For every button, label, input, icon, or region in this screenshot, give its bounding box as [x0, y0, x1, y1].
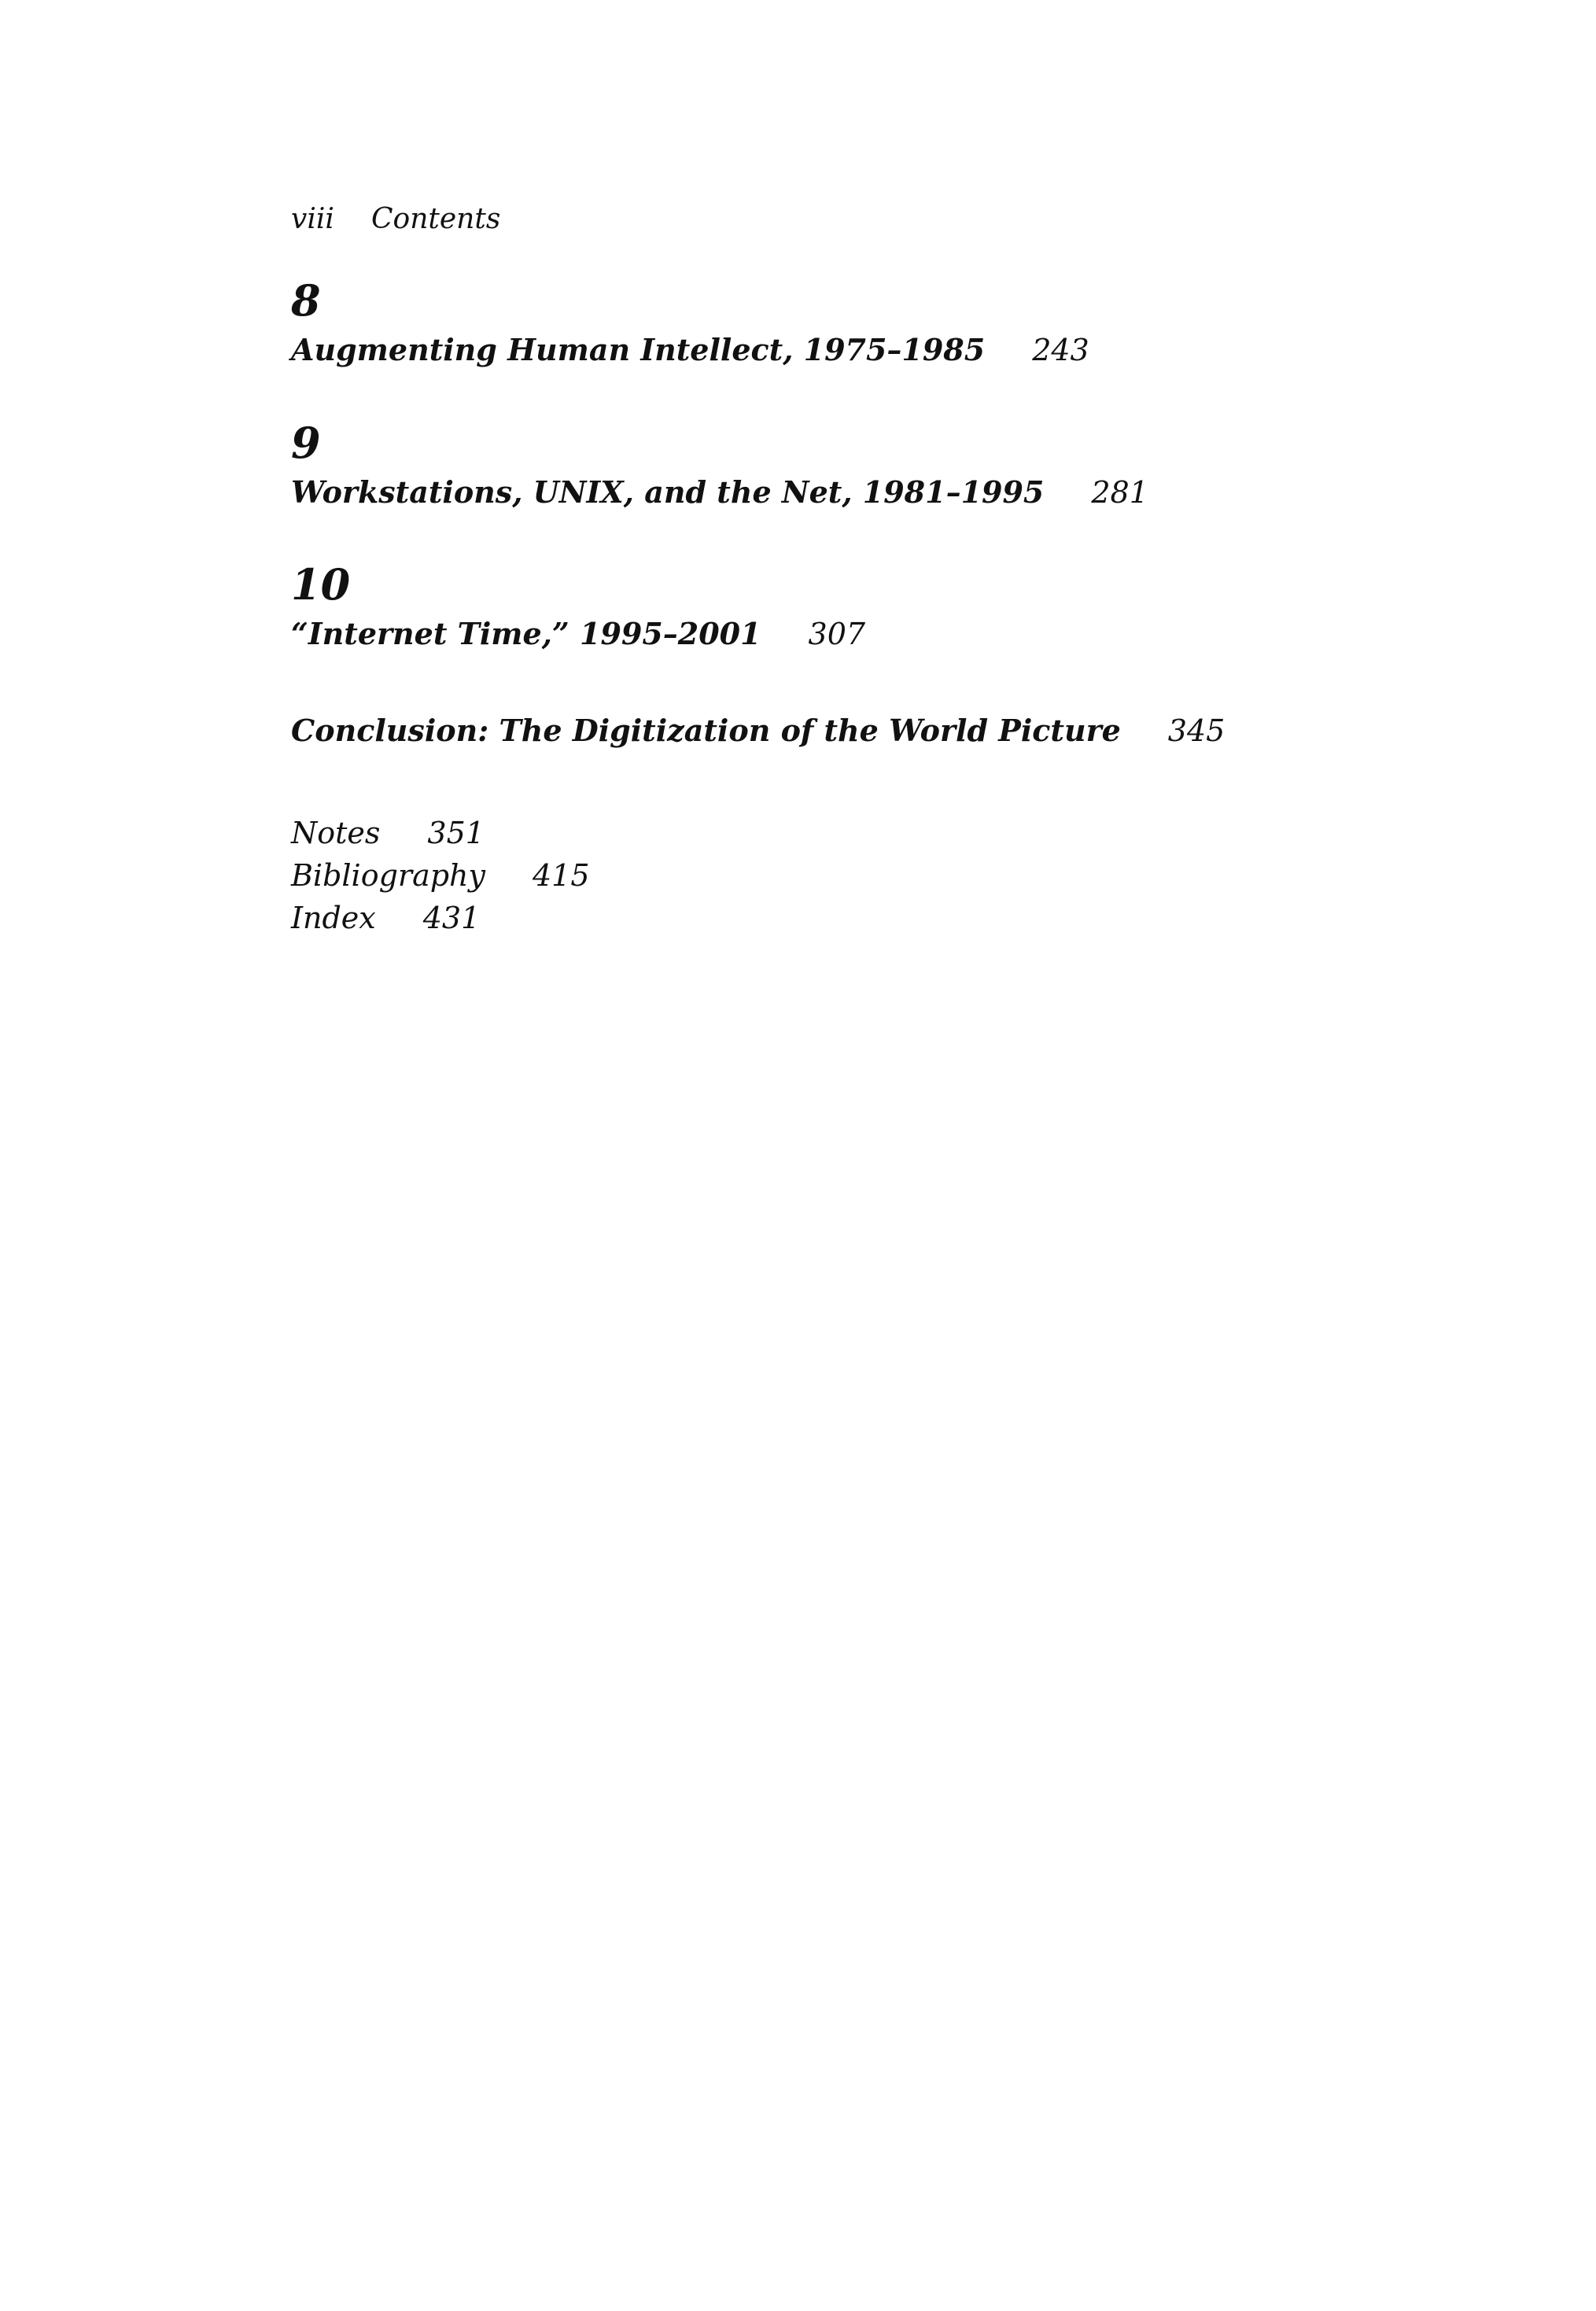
chapter-title-line: [291, 474, 1148, 510]
toc-entry-notes: [291, 812, 590, 854]
entry-title: Bibliography: [291, 858, 485, 893]
entry-page-number: 351: [427, 816, 485, 850]
conclusion-title: Conclusion: The Digitization of the World Picture: [291, 713, 1121, 748]
entry-title: Index: [291, 901, 376, 935]
toc-back-matter: [291, 812, 590, 939]
page-folio: viii: [291, 203, 334, 235]
toc-conclusion: [291, 713, 1225, 749]
toc-chapter-8: [291, 277, 1089, 368]
chapter-title: “Internet Time,” 1995–2001: [291, 616, 761, 651]
toc-entry-bibliography: [291, 854, 590, 897]
entry-page-number: 431: [422, 901, 481, 935]
chapter-number: 10: [291, 559, 351, 610]
chapter-title: Workstations, UNIX, and the Net, 1981–1995: [291, 474, 1045, 510]
running-head: [291, 203, 500, 235]
entry-page-number: 415: [533, 858, 590, 893]
chapter-title-line: [291, 332, 1089, 368]
chapter-number: 9: [291, 418, 321, 468]
chapter-page-number: 307: [808, 617, 866, 651]
conclusion-page-number: 345: [1167, 713, 1226, 748]
toc-chapter-10: [291, 561, 865, 652]
toc-chapter-9: [291, 419, 1148, 510]
chapter-title-line: [291, 616, 865, 652]
chapter-title: Augmenting Human Intellect, 1975–1985: [291, 332, 986, 367]
chapter-number: 8: [291, 275, 321, 326]
toc-entry-index: [291, 897, 590, 939]
chapter-page-number: 243: [1032, 333, 1089, 367]
entry-title: Notes: [291, 816, 381, 850]
running-head-title: Contents: [371, 203, 501, 235]
chapter-page-number: 281: [1091, 475, 1148, 510]
